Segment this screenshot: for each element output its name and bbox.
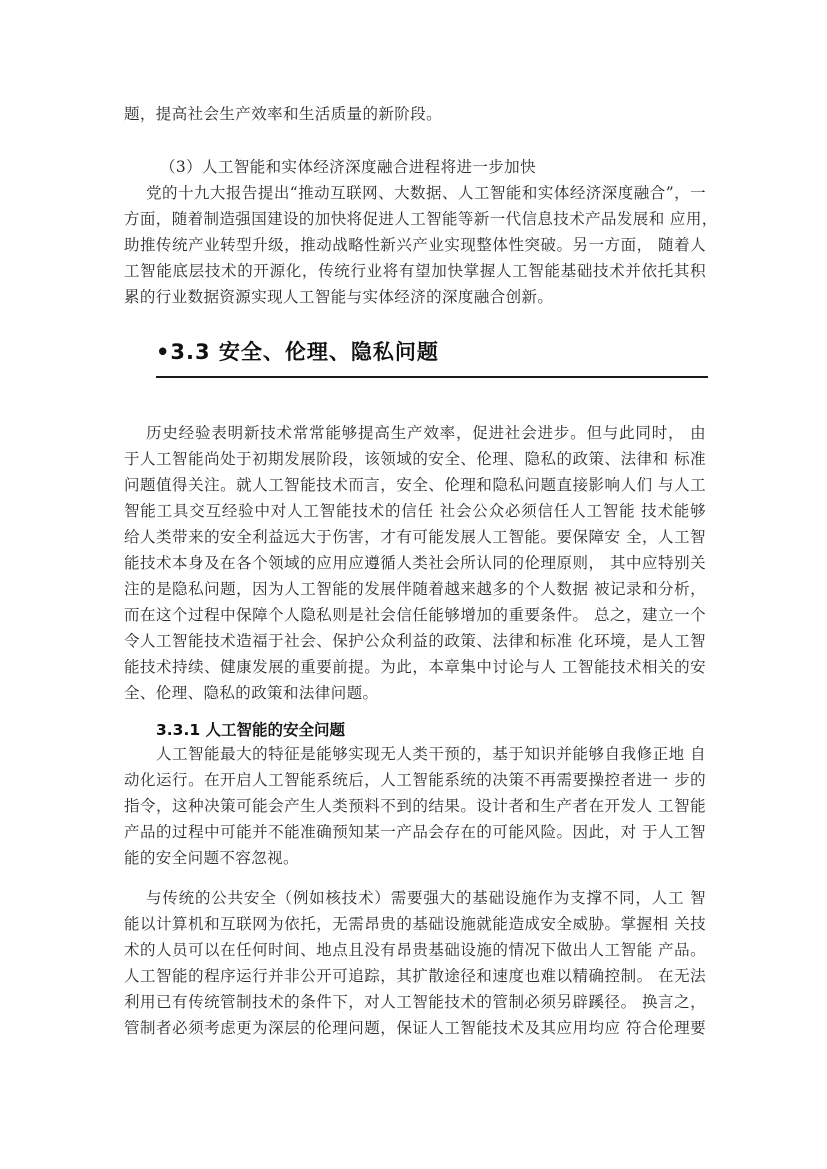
paragraph-line: 指令，这种决策可能会产生人类预料不到的结果。设计者和生产者在开发人 工智能 <box>124 797 706 815</box>
paragraph-line: 令人工智能技术造福于社会、保护公众利益的政策、法律和标准 化环境，是人工智 <box>124 632 706 650</box>
paragraph-line: 给人类带来的安全利益远大于伤害，才有可能发展人工智能。要保障安 全，人工智 <box>124 528 706 546</box>
paragraph-line: 能技术持续、健康发展的重要前提。为此，本章集中讨论与人 工智能技术相关的安 <box>124 658 706 676</box>
subsection-3-title: （3）人工智能和实体经济深度融合进程将进一步加快 <box>160 158 536 176</box>
paragraph-line: 术的人员可以在任何时间、地点且没有昂贵基础设施的情况下做出人工智能 产品。 <box>124 941 706 959</box>
intro-line: 题，提高社会生产效率和生活质量的新阶段。 <box>124 105 443 123</box>
paragraph-line: 于人工智能尚处于初期发展阶段，该领域的安全、伦理、隐私的政策、法律和 标准 <box>124 450 706 468</box>
paragraph-line: 人工智能的程序运行并非公开可追踪，其扩散途径和速度也难以精确控制。 在无法 <box>124 967 706 985</box>
paragraph-line: 与传统的公共安全（例如核技术）需要强大的基础设施作为支撑不同，人工 智 <box>146 889 706 907</box>
paragraph-line: 人工智能最大的特征是能够实现无人类干预的，基于知识并能够自我修正地 自 <box>156 745 706 763</box>
paragraph-line: 历史经验表明新技术常常能够提高生产效率，促进社会进步。但与此同时， 由 <box>146 424 706 442</box>
paragraph-line: 智能工具交互经验中对人工智能技术的信任 社会公众必须信任人工智能 技术能够 <box>124 502 706 520</box>
paragraph-line: 动化运行。在开启人工智能系统后，人工智能系统的决策不再需要操控者进一 步的 <box>124 771 706 789</box>
paragraph-line: 助推传统产业转型升级，推动战略性新兴产业实现整体性突破。另一方面， 随着人 <box>124 236 706 254</box>
paragraph-line: 而在这个过程中保障个人隐私则是社会信任能够增加的重要条件。 总之，建立一个 <box>124 606 706 624</box>
subsection-heading: 3.3.1 人工智能的安全问题 <box>156 721 346 739</box>
section-heading: •3.3 安全、伦理、隐私问题 <box>156 340 439 364</box>
paragraph-line: 能技术本身及在各个领域的应用应遵循人类社会所认同的伦理原则， 其中应特别关 <box>124 554 706 572</box>
paragraph-line: 产品的过程中可能并不能准确预知某一产品会存在的可能风险。因此，对 于人工智 <box>124 823 706 841</box>
paragraph-line: 问题值得关注。就人工智能技术而言，安全、伦理和隐私问题直接影响人们 与人工 <box>124 476 706 494</box>
paragraph-line: 利用已有传统管制技术的条件下，对人工智能技术的管制必须另辟蹊径。 换言之， <box>124 993 706 1011</box>
paragraph-line: 方面，随着制造强国建设的加快将促进人工智能等新一代信息技术产品发展和 应用， <box>124 210 718 228</box>
paragraph-line: 能的安全问题不容忽视。 <box>124 849 299 867</box>
paragraph-line: 工智能底层技术的开源化，传统行业将有望加快掌握人工智能基础技术并依托其积 <box>124 262 706 280</box>
paragraph-line: 管制者必须考虑更为深层的伦理问题，保证人工智能技术及其应用均应 符合伦理要 <box>124 1019 706 1037</box>
paragraph-line: 全、伦理、隐私的政策和法律问题。 <box>124 684 379 702</box>
heading-divider <box>156 376 708 378</box>
paragraph-line: 注的是隐私问题，因为人工智能的发展伴随着越来越多的个人数据 被记录和分析， <box>124 580 706 598</box>
paragraph-line: 党的十九大报告提出“推动互联网、大数据、人工智能和实体经济深度融合”，一 <box>146 184 706 202</box>
paragraph-line: 累的行业数据资源实现人工智能与实体经济的深度融合创新。 <box>124 288 554 306</box>
paragraph-line: 能以计算机和互联网为依托，无需昂贵的基础设施就能造成安全威胁。掌握相 关技 <box>124 915 706 933</box>
